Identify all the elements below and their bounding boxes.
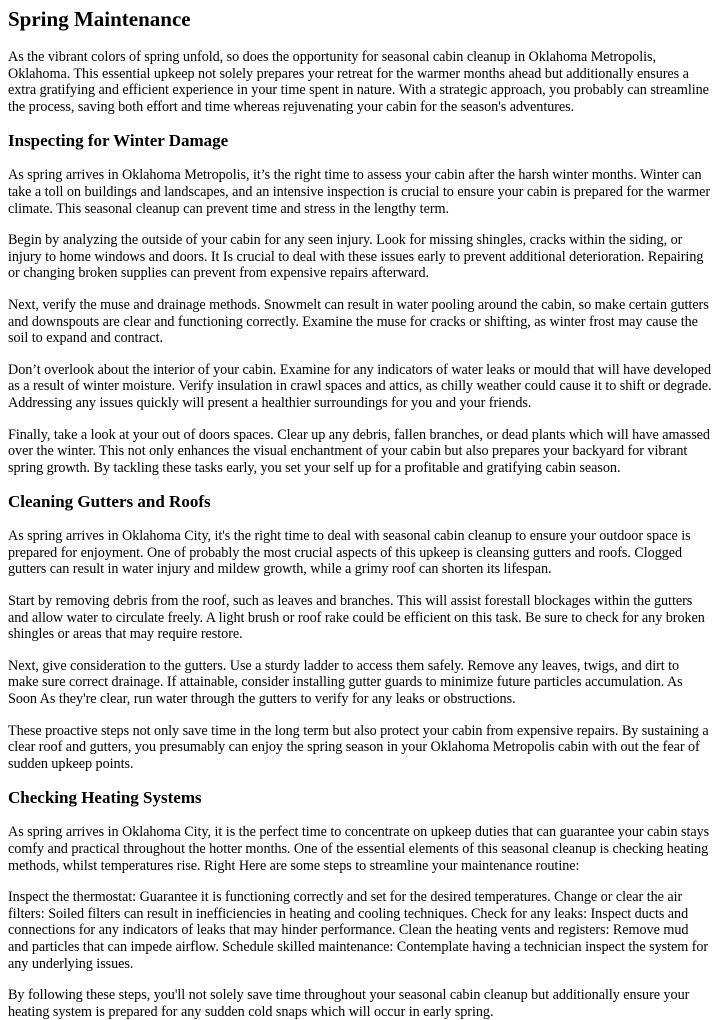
paragraph: Don’t overlook about the interior of your cabin. Examine for any indicators of water leaks or mould that will have developed as a result of winter moisture. Verify insulation in crawl spaces and attics, as chilly weather could cause it to shift or degrade. Addressing any issues quickly will present a healthier surroundings for you and your friends. <box>8 361 712 411</box>
section-heading: Checking Heating Systems <box>8 788 202 808</box>
paragraph: As spring arrives in Oklahoma City, it is the perfect time to concentrate on upkeep duties that can guarantee your cabin stays comfy and practical throughout the hotter months. One of the essential elements of this seasonal cleanup is checking heating methods, whilst temperatures rise. Right Here are some steps to streamline your maintenance routine: <box>8 824 710 874</box>
paragraph: Next, give consideration to the gutters. Use a sturdy ladder to access them safely. Remove any leaves, twigs, and dirt to make sure correct drainage. If attainable, consider installing gutter guards to minimize future particles accumulation. As Soon As they're clear, run water through the gutters to verify for any leaks or obstructions. <box>8 657 683 708</box>
paragraph: These proactive steps not only save time in the long term but also protect your cabin from expensive repairs. By sustaining a clear roof and gutters, you presumably can enjoy the spring season in your Oklahoma Metropolis cabin with out the fear of sudden upkeep points. <box>8 722 709 772</box>
section-winter-damage <box>8 130 712 476</box>
paragraph: By following these steps, you'll not solely save time throughout your seasonal cabin cleanup but additionally ensure your heating system is prepared for any sudden cold snaps which will occur in early spring. <box>8 987 690 1020</box>
page-title: Spring Maintenance <box>8 7 191 31</box>
section-gutters-roofs <box>8 491 712 772</box>
paragraph: Begin by analyzing the outside of your cabin for any seen injury. Look for missing shingles, cracks within the siding, or injury to home windows and doors. It Is crucial to deal with these issues early to prevent additional deterioration. Repairing or changing broken supplies can prevent from expensive repairs afterward. <box>8 232 704 282</box>
section-heading: Inspecting for Winter Damage <box>8 131 229 151</box>
intro-paragraph: As the vibrant colors of spring unfold, so does the opportunity for seasonal cabin cleanup in Oklahoma Metropolis, Oklahoma. This essential upkeep not solely prepares your retreat for the warmer months ahead but additionally ensures a extra gratifying and efficient experience in your time spent in nature. With a strategic approach, you probably can streamline the process, saving both effort and time whereas rejuvenating your cabin for the season's adventures. <box>8 49 709 115</box>
section-heating-systems <box>8 787 712 1020</box>
paragraph: Next, verify the muse and drainage methods. Snowmelt can result in water pooling around the cabin, so make certain gutters and downspouts are clear and functioning correctly. Examine the muse for cracks or shifting, as winter frost may cause the soil to expand and contract. <box>8 296 709 347</box>
paragraph: As spring arrives in Oklahoma Metropolis, it’s the right time to assess your cabin after the harsh winter months. Winter can take a toll on buildings and landscapes, and an intensive inspection is crucial to ensure your cabin is prepared for the warmer climate. This seasonal cleanup can prevent time and stress in the lengthy term. <box>8 167 711 217</box>
paragraph: Start by removing debris from the roof, such as leaves and branches. This will assist forestall blockages within the gutters and allow water to circulate freely. A light brush or roof rake could be efficient on this task. Be sure to check for any broken shingles or areas that may require restore. <box>8 593 705 643</box>
paragraph: Inspect the thermostat: Guarantee it is functioning correctly and set for the desired temperatures. Change or clear the air filters: Soiled filters can result in inefficiencies in heating and cooling techniques. Check for any leaks: Inspect ducts and connections for any indicators of leaks that may hinder performance. Clean the heating vents and registers: Remove mud and particles that can impede airflow. Schedule skilled maintenance: Contemplate having a technician inspect the system for any underlying issues. <box>8 889 709 972</box>
paragraph: Finally, take a look at your out of doors spaces. Clear up any debris, fallen branches, or dead plants which will have amassed over the winter. This not only enhances the visual enchantment of your cabin but also prepares your backyard for vibrant spring growth. By tackling these tasks early, you set your self up for a profitable and gratifying cabin season. <box>8 426 710 476</box>
paragraph: As spring arrives in Oklahoma City, it's the right time to deal with seasonal cabin cleanup to ensure your outdoor space is prepared for enjoyment. One of probably the most crucial aspects of this upkeep is cleansing gutters and roofs. Clogged gutters can result in water injury and mildew growth, while a grimy roof can shorten its lifespan. <box>8 528 691 578</box>
section-heading: Cleaning Gutters and Roofs <box>8 492 211 512</box>
